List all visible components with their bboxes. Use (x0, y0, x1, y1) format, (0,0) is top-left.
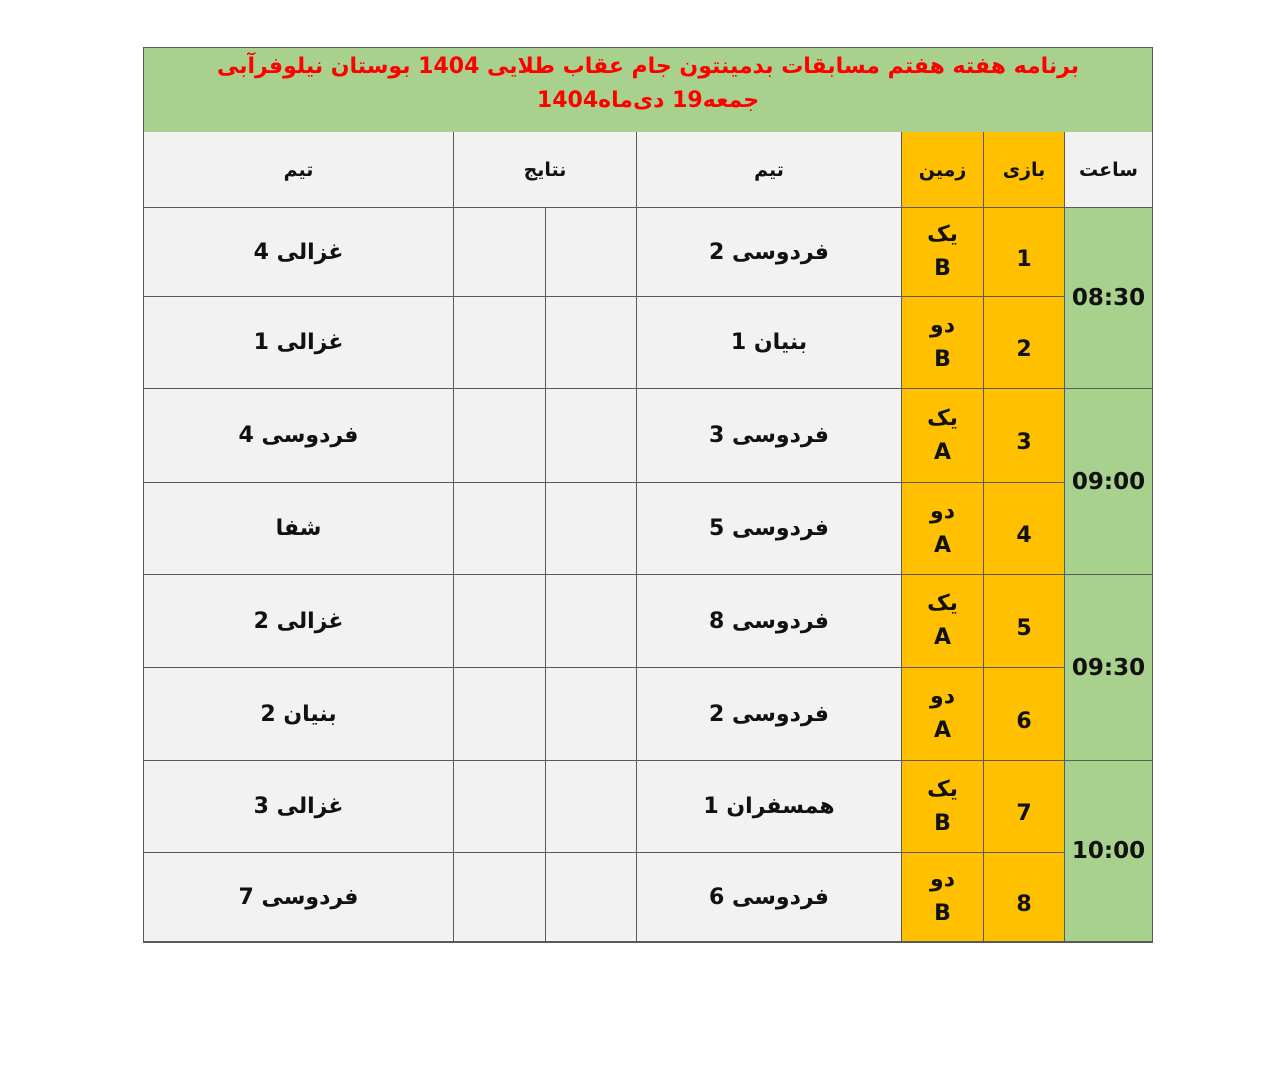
field-name: دو (930, 867, 955, 892)
header-game (984, 132, 1065, 208)
header-team-b (144, 132, 454, 208)
header-team-a-label: تیم (754, 158, 784, 181)
field-group: B (934, 256, 951, 281)
field-cell (902, 668, 984, 761)
field-cell (902, 389, 984, 483)
header-results-label: نتایج (523, 158, 567, 181)
team-b-cell (144, 761, 454, 853)
team-a-cell (637, 297, 902, 389)
result-b-cell (454, 389, 546, 483)
field-name: یک (927, 405, 958, 431)
header-field-label: زمین (918, 158, 967, 181)
team-b-cell (144, 575, 454, 668)
game-number: 2 (1016, 337, 1032, 362)
field-cell (902, 483, 984, 575)
game-number: 3 (1016, 430, 1032, 455)
field-name: دو (930, 498, 955, 524)
result-b-cell (454, 575, 546, 668)
game-number: 8 (1016, 891, 1032, 917)
game-number: 5 (1016, 615, 1032, 641)
field-group: A (933, 532, 952, 558)
team-a-cell (637, 668, 902, 761)
result-a-cell (546, 208, 637, 297)
result-a-cell (546, 668, 637, 761)
page-title: برنامه هفته هفتم مسابقات بدمینتون جام عقاب طلایی 1404 بوستان نیلوفرآبی (216, 54, 1080, 79)
team-a-cell (637, 208, 902, 297)
field-cell (902, 575, 984, 668)
field-group: B (934, 810, 951, 836)
team-a-name: فردوسی 8 (709, 608, 829, 634)
team-a-cell (637, 575, 902, 668)
header-time (1065, 132, 1152, 208)
game-number-cell (984, 761, 1065, 853)
game-number: 7 (1016, 801, 1032, 826)
team-b-name: غزالی 2 (253, 608, 344, 634)
team-a-name: بنیان 1 (730, 330, 808, 355)
field-name: دو (930, 312, 955, 338)
team-a-cell (637, 853, 902, 942)
result-a-cell (546, 483, 637, 575)
result-b-cell (454, 208, 546, 297)
game-number: 1 (1016, 246, 1032, 272)
time-slot: 08:30 (1071, 285, 1146, 311)
field-cell (902, 853, 984, 942)
field-cell (902, 208, 984, 297)
field-name: یک (927, 591, 958, 616)
team-b-name: شفا (275, 516, 322, 541)
team-b-cell (144, 668, 454, 761)
team-a-name: فردوسی 5 (709, 516, 829, 541)
field-cell (902, 297, 984, 389)
result-a-cell (546, 853, 637, 942)
team-b-name: غزالی 3 (253, 794, 344, 819)
game-number: 4 (1016, 523, 1032, 548)
field-name: یک (927, 776, 958, 802)
game-number-cell (984, 208, 1065, 297)
field-name: یک (927, 222, 958, 247)
team-b-cell (144, 297, 454, 389)
result-a-cell (546, 575, 637, 668)
team-a-cell (637, 483, 902, 575)
team-b-name: غزالی 1 (253, 330, 344, 355)
field-group: B (934, 346, 951, 372)
game-number-cell (984, 575, 1065, 668)
header-field (902, 132, 984, 208)
team-b-name: فردوسی 7 (238, 884, 359, 910)
game-number-cell (984, 668, 1065, 761)
team-a-cell (637, 761, 902, 853)
team-b-cell (144, 483, 454, 575)
field-group: A (933, 439, 952, 465)
time-slot: 09:00 (1071, 468, 1146, 495)
team-a-name: فردوسی 2 (709, 239, 829, 265)
schedule-table (143, 47, 1153, 943)
header-game-label: بازی (1002, 158, 1046, 181)
header-team-b-label: تیم (283, 158, 314, 181)
result-b-cell (454, 761, 546, 853)
team-b-name: فردوسی 4 (238, 423, 359, 448)
field-group: A (933, 625, 952, 650)
result-b-cell (454, 297, 546, 389)
page-date: جمعه19 دی‌ماه1404 (536, 88, 760, 113)
team-b-name: غزالی 4 (253, 239, 344, 265)
field-group: B (934, 901, 951, 926)
game-number-cell (984, 389, 1065, 483)
time-slot: 10:00 (1071, 838, 1146, 864)
result-a-cell (546, 297, 637, 389)
game-number-cell (984, 853, 1065, 942)
time-slot-cell (1065, 575, 1152, 761)
game-number-cell (984, 483, 1065, 575)
time-slot-cell (1065, 761, 1152, 942)
time-slot-cell (1065, 389, 1152, 575)
team-a-name: همسفران 1 (703, 794, 835, 819)
header-time-label: ساعت (1079, 158, 1138, 181)
title-band (144, 48, 1152, 133)
time-slot: 09:30 (1071, 654, 1146, 681)
result-a-cell (546, 389, 637, 483)
team-b-name: بنیان 2 (260, 701, 337, 727)
field-group: A (933, 718, 952, 743)
game-number-cell (984, 297, 1065, 389)
team-a-cell (637, 389, 902, 483)
team-a-name: فردوسی 2 (709, 701, 829, 727)
field-cell (902, 761, 984, 853)
time-slot-cell (1065, 208, 1152, 389)
game-number: 6 (1016, 708, 1032, 734)
result-b-cell (454, 668, 546, 761)
result-b-cell (454, 483, 546, 575)
result-b-cell (454, 853, 546, 942)
team-b-cell (144, 389, 454, 483)
field-name: دو (930, 684, 955, 709)
result-a-cell (546, 761, 637, 853)
team-b-cell (144, 853, 454, 942)
team-a-name: فردوسی 6 (709, 884, 829, 910)
header-results (454, 132, 637, 208)
team-b-cell (144, 208, 454, 297)
team-a-name: فردوسی 3 (709, 423, 829, 448)
header-team-a (637, 132, 902, 208)
